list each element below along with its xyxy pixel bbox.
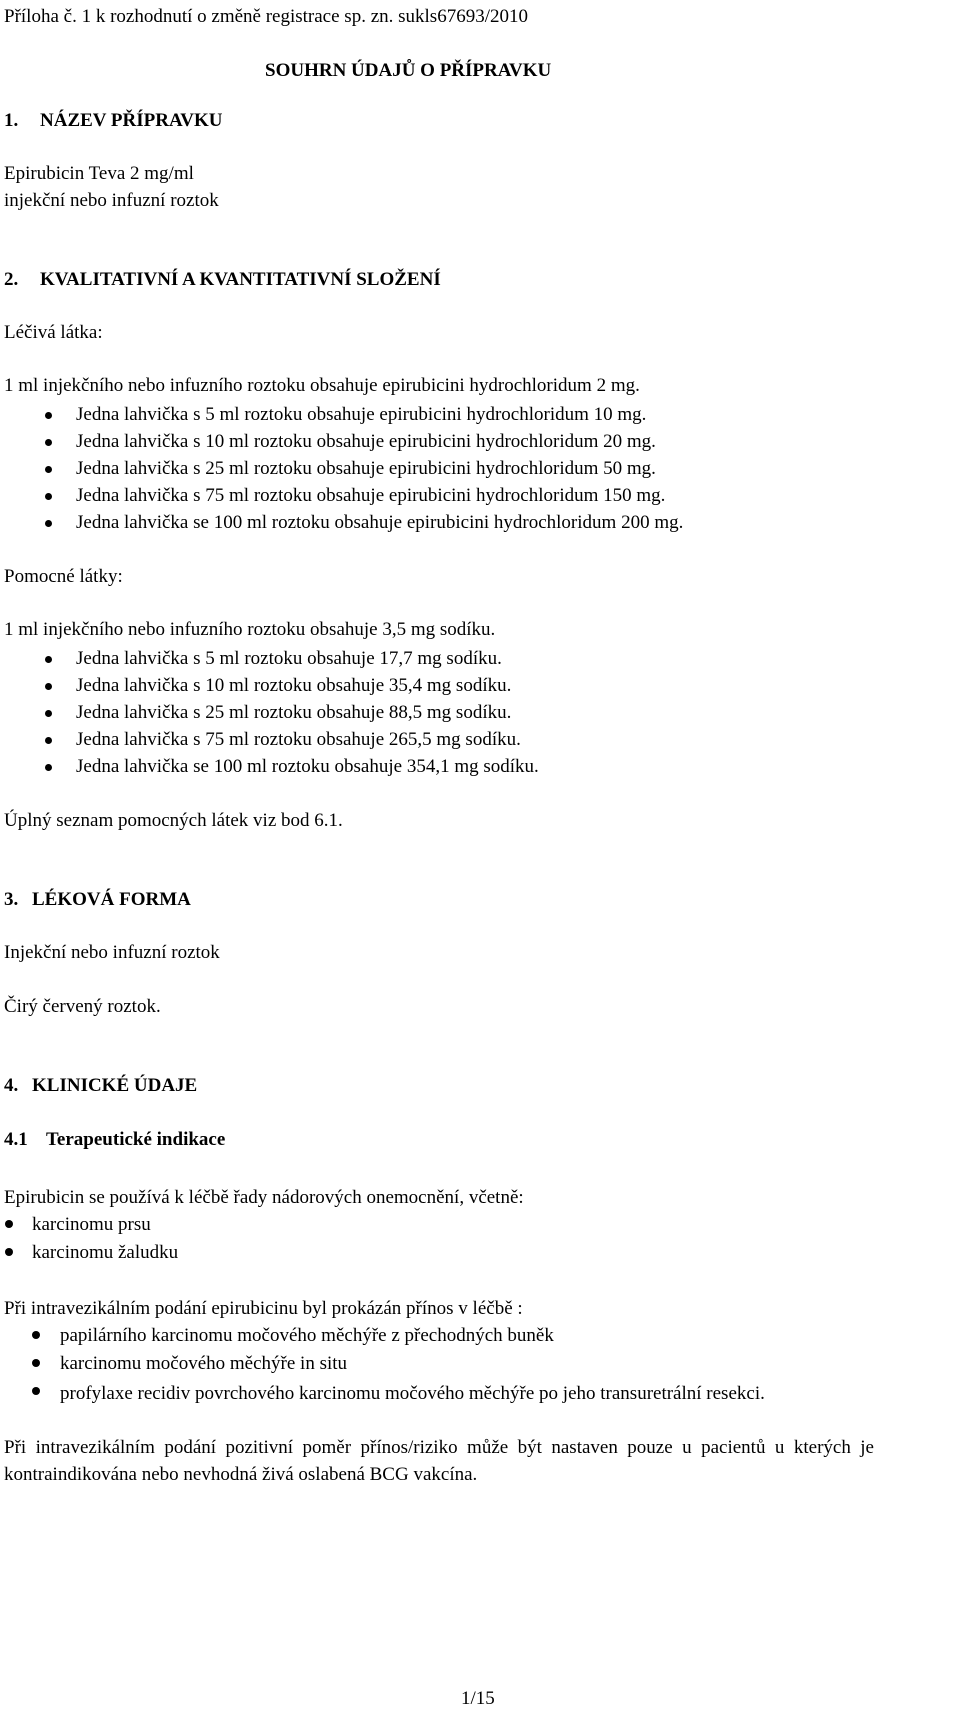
excipients-intro: 1 ml injekčního nebo infuzního roztoku obsahuje 3,5 mg sodíku. xyxy=(4,619,496,640)
bullet-icon xyxy=(5,1248,13,1256)
section-1-heading: NÁZEV PŘÍPRAVKU xyxy=(40,110,223,131)
indication-item-1: karcinomu prsu xyxy=(32,1214,151,1235)
bullet-icon xyxy=(45,493,52,500)
active-item-3: Jedna lahvička s 25 ml roztoku obsahuje epirubicini hydrochloridum 50 mg. xyxy=(76,458,656,479)
bullet-icon xyxy=(45,656,52,663)
indication-item-2: karcinomu žaludku xyxy=(32,1242,179,1263)
active-item-1: Jedna lahvička s 5 ml roztoku obsahuje epirubicini hydrochloridum 10 mg. xyxy=(76,404,647,425)
section-3-heading: LÉKOVÁ FORMA xyxy=(32,889,191,910)
active-item-2: Jedna lahvička s 10 ml roztoku obsahuje epirubicini hydrochloridum 20 mg. xyxy=(76,431,656,452)
active-substance-intro: 1 ml injekčního nebo infuzního roztoku obsahuje epirubicini hydrochloridum 2 mg. xyxy=(4,375,640,396)
benefit-risk-paragraph: Při intravezikálním podání pozitivní poměr přínos/riziko může být nastaven pouze u pacientů u kterých je kontraindikována nebo nevhodná živá oslabená BCG vakcína. xyxy=(4,1437,874,1485)
page-number: 1/15 xyxy=(461,1688,495,1709)
full-excipient-list-note: Úplný seznam pomocných látek viz bod 6.1. xyxy=(4,810,343,831)
section-2-number: 2. xyxy=(4,269,19,290)
bullet-icon xyxy=(32,1387,40,1395)
excipient-item-5: Jedna lahvička se 100 ml roztoku obsahuje 354,1 mg sodíku. xyxy=(76,756,539,777)
section-1-number: 1. xyxy=(4,110,19,131)
bullet-icon xyxy=(45,520,52,527)
section-4-number: 4. xyxy=(4,1075,19,1096)
appearance: Čirý červený roztok. xyxy=(4,996,161,1017)
active-item-5: Jedna lahvička se 100 ml roztoku obsahuje epirubicini hydrochloridum 200 mg. xyxy=(76,512,684,533)
bullet-icon xyxy=(32,1331,40,1339)
intravesical-item-3: profylaxe recidiv povrchového karcinomu močového měchýře po jeho transuretrální resekci. xyxy=(60,1383,765,1404)
bullet-icon xyxy=(45,764,52,771)
excipient-item-2: Jedna lahvička s 10 ml roztoku obsahuje 35,4 mg sodíku. xyxy=(76,675,512,696)
bullet-icon xyxy=(5,1220,13,1228)
excipients-label: Pomocné látky: xyxy=(4,566,123,587)
product-name-line-1: Epirubicin Teva 2 mg/ml xyxy=(4,163,194,184)
bullet-icon xyxy=(45,737,52,744)
subsection-4-1-heading: Terapeutické indikace xyxy=(46,1129,226,1150)
section-4-heading: KLINICKÉ ÚDAJE xyxy=(32,1075,198,1096)
intravesical-item-2: karcinomu močového měchýře in situ xyxy=(60,1353,348,1374)
active-substance-label: Léčivá látka: xyxy=(4,322,103,343)
bullet-icon xyxy=(45,683,52,690)
bullet-icon xyxy=(32,1359,40,1367)
bullet-icon xyxy=(45,710,52,717)
pharmaceutical-form: Injekční nebo infuzní roztok xyxy=(4,942,220,963)
attachment-note: Příloha č. 1 k rozhodnutí o změně registrace sp. zn. sukls67693/2010 xyxy=(4,6,528,27)
subsection-4-1-number: 4.1 xyxy=(4,1129,28,1150)
product-name-line-2: injekční nebo infuzní roztok xyxy=(4,190,219,211)
document-title: SOUHRN ÚDAJŮ O PŘÍPRAVKU xyxy=(265,60,552,81)
excipient-item-3: Jedna lahvička s 25 ml roztoku obsahuje 88,5 mg sodíku. xyxy=(76,702,512,723)
section-2-heading: KVALITATIVNÍ A KVANTITATIVNÍ SLOŽENÍ xyxy=(40,269,441,290)
intravesical-item-1: papilárního karcinomu močového měchýře z přechodných buněk xyxy=(60,1325,554,1346)
excipient-item-4: Jedna lahvička s 75 ml roztoku obsahuje 265,5 mg sodíku. xyxy=(76,729,521,750)
bullet-icon xyxy=(45,439,52,446)
indications-intro: Epirubicin se používá k léčbě řady nádorových onemocnění, včetně: xyxy=(4,1187,524,1208)
active-item-4: Jedna lahvička s 75 ml roztoku obsahuje epirubicini hydrochloridum 150 mg. xyxy=(76,485,666,506)
bullet-icon xyxy=(45,412,52,419)
excipient-item-1: Jedna lahvička s 5 ml roztoku obsahuje 17,7 mg sodíku. xyxy=(76,648,502,669)
bullet-icon xyxy=(45,466,52,473)
intravesical-intro: Při intravezikálním podání epirubicinu byl prokázán přínos v léčbě : xyxy=(4,1298,523,1319)
section-3-number: 3. xyxy=(4,889,19,910)
